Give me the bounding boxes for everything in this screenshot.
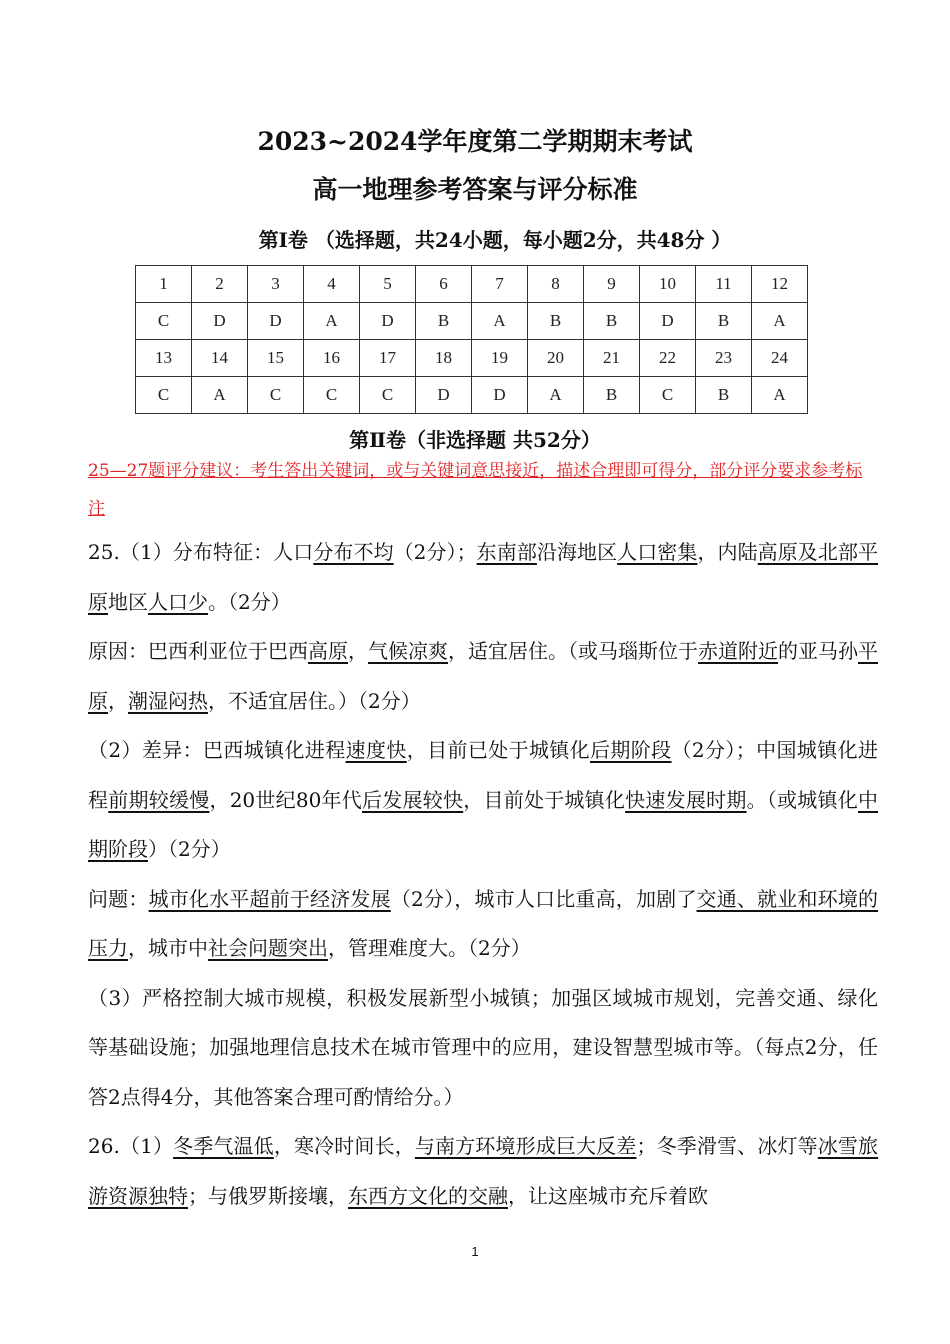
answer-table-cell: C — [640, 377, 696, 414]
answer-table-cell: D — [192, 303, 248, 340]
answer-table-cell: 23 — [696, 340, 752, 377]
answer-table-cell: 20 — [528, 340, 584, 377]
answer-table-cell: A — [304, 303, 360, 340]
q25-problem: 问题：城市化水平超前于经济发展（2分），城市人口比重高，加剧了交通、就业和环境的压力，城市中社会问题突出，管理难度大。（2分） — [88, 886, 879, 960]
q26-part1: 26.（1）冬季气温低，寒冷时间长，与南方环境形成巨大反差；冬季滑雪、冰灯等冰雪旅游资源独特；与俄罗斯接壤，东西方文化的交融，让这座城市充斥着欧 — [88, 1134, 879, 1208]
answer-table-cell: C — [248, 377, 304, 414]
answer-table-cell: 8 — [528, 266, 584, 303]
answer-table-cell: 13 — [136, 340, 192, 377]
answer-table — [135, 265, 808, 414]
answer-table-cell: A — [752, 303, 808, 340]
answer-table-row — [136, 266, 808, 303]
answer-table-cell: 7 — [472, 266, 528, 303]
answer-table-cell: B — [528, 303, 584, 340]
answer-table-cell: 1 — [136, 266, 192, 303]
answer-table-cell: A — [472, 303, 528, 340]
answer-table-cell: 3 — [248, 266, 304, 303]
answer-table-cell: B — [584, 377, 640, 414]
answer-table-cell: D — [416, 377, 472, 414]
answer-table-cell: 14 — [192, 340, 248, 377]
answer-table-cell: 17 — [360, 340, 416, 377]
q25-part3: （3）严格控制大城市规模，积极发展新型小城镇；加强区域城市规划，完善交通、绿化等基础设施；加强地理信息技术在城市管理中的应用，建设智慧型城市等。（每点2分，任答2点得4分，其他答案合理可酌情给分。） — [88, 985, 878, 1109]
answer-body — [88, 528, 878, 1221]
answer-table-cell: C — [136, 303, 192, 340]
answer-table-cell: B — [416, 303, 472, 340]
answer-table-cell: B — [696, 303, 752, 340]
answer-table-cell: 12 — [752, 266, 808, 303]
document-title: 2023~2024学年度第二学期期末考试 — [257, 127, 693, 156]
answer-table-cell: 19 — [472, 340, 528, 377]
answer-table-cell: A — [528, 377, 584, 414]
answer-table-row — [136, 377, 808, 414]
answer-table-cell: 4 — [304, 266, 360, 303]
answer-table-cell: 21 — [584, 340, 640, 377]
answer-table-cell: D — [360, 303, 416, 340]
answer-table-cell: C — [136, 377, 192, 414]
answer-table-row — [136, 303, 808, 340]
answer-table-cell: A — [192, 377, 248, 414]
answer-table-cell: 9 — [584, 266, 640, 303]
answer-table-cell: D — [640, 303, 696, 340]
scoring-note: 25—27题评分建议：考生答出关键词，或与关键词意思接近，描述合理即可得分，部分评分要求参考标注 — [88, 461, 863, 519]
answer-table-cell: D — [248, 303, 304, 340]
part1-heading: 第Ⅰ卷 （选择题，共24小题，每小题2分，共48分 ） — [258, 228, 732, 252]
answer-table-cell: C — [360, 377, 416, 414]
answer-table-cell: 10 — [640, 266, 696, 303]
document-subtitle: 高一地理参考答案与评分标准 — [312, 175, 638, 204]
answer-table-cell: 6 — [416, 266, 472, 303]
answer-table-cell: B — [696, 377, 752, 414]
answer-table-cell: C — [304, 377, 360, 414]
q25-reason: 原因：巴西利亚位于巴西高原，气候凉爽，适宜居住。（或马瑙斯位于赤道附近的亚马孙平原，潮湿闷热，不适宜居住。）（2分） — [88, 639, 878, 713]
answer-table-cell: 18 — [416, 340, 472, 377]
answer-table-cell: 2 — [192, 266, 248, 303]
answer-table-cell: 5 — [360, 266, 416, 303]
answer-table-cell: 22 — [640, 340, 696, 377]
page-number: 1 — [471, 1244, 479, 1259]
answer-table-cell: B — [584, 303, 640, 340]
part2-heading: 第Ⅱ卷（非选择题 共52分） — [349, 428, 601, 452]
answer-table-cell: 15 — [248, 340, 304, 377]
answer-table-cell: 24 — [752, 340, 808, 377]
q25-part2: （2）差异：巴西城镇化进程速度快，目前已处于城镇化后期阶段（2分）；中国城镇化进程前期较缓慢，20世纪80年代后发展较快，目前处于城镇化快速发展时期。（或城镇化中期阶段）（2分） — [88, 738, 879, 861]
answer-table-row — [136, 340, 808, 377]
answer-table-cell: D — [472, 377, 528, 414]
answer-table-cell: A — [752, 377, 808, 414]
answer-table-cell: 16 — [304, 340, 360, 377]
answer-table-cell: 11 — [696, 266, 752, 303]
q25-part1: 25.（1）分布特征：人口分布不均（2分）；东南部沿海地区人口密集，内陆高原及北部平原地区人口少。（2分） — [88, 540, 879, 614]
